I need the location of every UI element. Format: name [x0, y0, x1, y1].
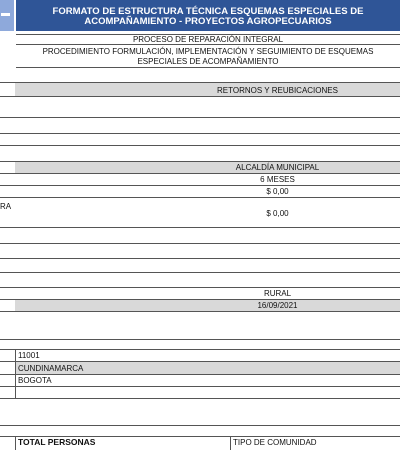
title-line-2: ACOMPAÑAMIENTO - PROYECTOS AGROPECUARIOS — [84, 16, 332, 27]
community-type-label: TIPO DE COMUNIDAD — [233, 438, 317, 447]
row-border — [0, 398, 400, 399]
entity: ALCALDÍA MUNICIPAL — [235, 163, 320, 172]
column-border — [230, 436, 231, 450]
row-border — [0, 197, 400, 198]
logo — [0, 0, 15, 31]
row-border — [0, 185, 400, 186]
divider — [16, 44, 400, 45]
value-2: $ 0,00 — [266, 209, 289, 218]
procedure-line-2: ESPECIALES DE ACOMPAÑAMIENTO — [137, 57, 279, 66]
row-border — [0, 386, 400, 387]
value-1: $ 0,00 — [266, 187, 289, 196]
municipality: BOGOTA — [18, 376, 52, 385]
duration: 6 MESES — [260, 175, 295, 184]
row-border — [0, 117, 400, 118]
row-border — [0, 272, 400, 273]
divider — [16, 67, 400, 68]
row-border — [0, 227, 400, 228]
row-border — [0, 299, 400, 300]
row-border — [0, 258, 400, 259]
row-border — [0, 173, 400, 174]
procedure-line-1: PROCEDIMIENTO FORMULACIÓN, IMPLEMENTACIÓN Y SEGUIMIENTO DE ESQUEMAS — [42, 47, 374, 56]
total-persons-label: TOTAL PERSONAS — [18, 437, 96, 447]
row-border — [0, 287, 400, 288]
location-code: 11001 — [18, 351, 40, 360]
row-border — [0, 349, 400, 350]
row-border — [0, 243, 400, 244]
title-line-1: FORMATO DE ESTRUCTURA TÉCNICA ESQUEMAS ESPECIALES DE — [52, 6, 364, 17]
row-border — [0, 133, 400, 134]
row-border — [0, 425, 400, 426]
process-name: PROCESO DE REPARACIÓN INTEGRAL — [132, 35, 284, 44]
row-border — [0, 161, 400, 162]
row-border — [0, 339, 400, 340]
program-type: RETORNOS Y REUBICACIONES — [217, 86, 338, 95]
department: CUNDINAMARCA — [18, 364, 84, 373]
row-border — [0, 311, 400, 312]
row-border — [0, 374, 400, 375]
column-border — [15, 436, 16, 450]
logo-mark — [1, 13, 10, 16]
left-label-fragment: RA — [0, 202, 12, 211]
date: 16/09/2021 — [257, 301, 298, 310]
zone: RURAL — [263, 289, 292, 298]
document-title — [16, 0, 400, 31]
row-border — [0, 96, 400, 97]
row-border — [0, 145, 400, 146]
